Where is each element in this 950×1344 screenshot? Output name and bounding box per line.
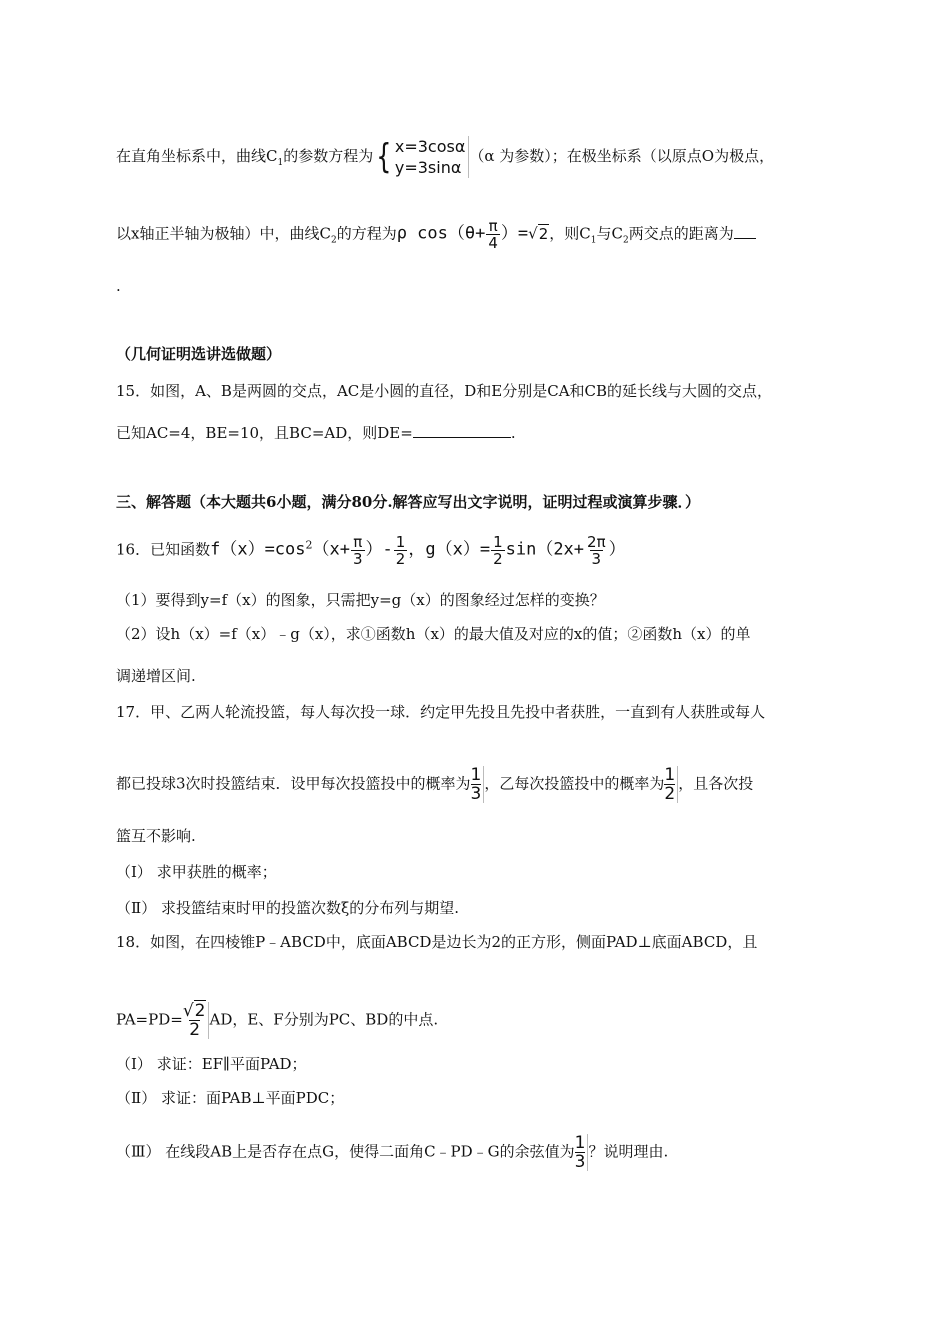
q15-line2 [116,423,516,443]
q18-text: AD，E、F分别为PC、BD的中点. [209,1010,439,1029]
q16-line1 [116,534,626,567]
q14-text: 的参数方程为 [283,147,374,165]
section-three-heading: 三、解答题（本大题共6小题，满分80分.解答应写出文字说明，证明过程或演算步骤．） [116,493,701,511]
subscript: 2 [330,235,337,246]
system-row: x=3cosα [394,137,466,156]
f-expression: f（x）=cos [210,539,306,560]
f-expression: （x+ [312,539,350,560]
denominator: 4 [488,234,498,252]
q18-line2 [116,1002,438,1039]
g-expression: ，g（x）= [408,539,491,560]
numerator: π [353,533,363,551]
q18-part3 [116,1134,668,1171]
q17-line1: 17．甲、乙两人轮流投篮，每人每次投一球．约定甲先投且先投中者获胜，一直到有人获胜或每人 [116,703,766,721]
q14-line3: . [116,277,121,295]
subscript: 1 [277,158,284,168]
q16-part2-line1: （2）设h（x）=f（x）﹣g（x），求①函数h（x）的最大值及对应的x的值；②函数h（x）的单 [116,625,751,643]
denominator: 3 [591,550,602,568]
fraction [183,1002,210,1039]
superscript: 2 [305,538,313,552]
q14-line1 [116,136,774,178]
fraction [585,534,608,567]
denominator: 3 [574,1152,586,1172]
q18-text: ？说明理由. [588,1142,669,1161]
q17-text: 都已投球3次时投篮结束．设甲每次投篮投中的概率为 [116,774,471,793]
section-geometry-heading: （几何证明选讲选做题） [116,345,282,363]
numerator: 1 [493,533,503,551]
fraction [491,534,505,567]
q15-text: 已知AC=4，BE=10，且BC=AD，则DE= [116,424,413,442]
sqrt: √2 [182,1001,206,1021]
sqrt: √2 [528,224,549,243]
system-row: y=3sinα [394,158,462,177]
numerator: 1 [574,1133,586,1153]
parametric-system [373,136,469,178]
numerator: 1 [664,765,676,785]
numerator: π [488,217,498,235]
q18-text: PA=PD= [116,1010,183,1029]
q16-text: 16．已知函数 [116,540,211,559]
answer-blank[interactable] [413,423,511,438]
q16-part1: （1）要得到y=f（x）的图象，只需把y=g（x）的图象经过怎样的变换？ [116,591,605,609]
q14-text: 与C [596,224,623,243]
q17-line3: 篮互不影响. [116,827,196,845]
fraction [486,218,500,251]
q17-text: ，乙每次投篮投中的概率为 [484,774,665,793]
denominator: 2 [664,784,676,804]
q14-text: 在直角坐标系中，曲线C [116,147,278,165]
answer-blank[interactable] [734,224,756,239]
subscript: 1 [590,235,597,246]
q17-text: ，且各次投 [678,774,754,793]
q14-text: 两交点的距离为 [628,224,734,243]
denominator: 2 [395,550,406,568]
q18-text: （Ⅲ） 在线段AB上是否存在点G，使得二面角C﹣PD﹣G的余弦值为 [116,1142,575,1161]
fraction [351,534,365,567]
g-expression: sin（2x+ [505,539,585,560]
q17-part2: （Ⅱ） 求投篮结束时甲的投篮次数ξ的分布列与期望. [116,899,459,917]
q14-text: （α 为参数）；在极坐标系（以原点O为极点， [469,147,775,165]
q14-text: 的方程为 [336,224,397,243]
q14-text: ，则C [549,224,591,243]
denominator: 3 [470,784,482,804]
numerator: 2π [587,533,606,551]
denominator: 3 [353,550,363,568]
numerator: 1 [470,765,482,785]
q18-part2: （Ⅱ） 求证：面PAB⊥平面PDC； [116,1089,345,1107]
q18-line1: 18．如图，在四棱锥P﹣ABCD中，底面ABCD是边长为2的正方形，侧面PAD⊥底面ABCD，且 [116,933,758,951]
fraction [394,534,408,567]
q17-part1: （Ⅰ） 求甲获胜的概率； [116,863,277,881]
numerator: 1 [395,533,406,551]
f-expression: ）- [365,539,393,560]
q17-line2 [116,766,753,803]
q15-line1: 15．如图，A、B是两圆的交点，AC是小圆的直径，D和E分别是CA和CB的延长线与大圆的交点， [116,382,773,400]
radicand: 2 [538,224,549,243]
polar-equation: ）= [500,223,529,244]
fraction [471,766,485,803]
q15-text: . [510,424,516,442]
q18-part1: （Ⅰ） 求证：EF∥平面PAD； [116,1055,307,1073]
subscript: 2 [622,235,629,246]
denominator: 2 [189,1020,201,1040]
q14-text: 以x轴正半轴为极轴）中，曲线C [116,224,331,243]
g-expression: ） [608,539,626,560]
radicand: 2 [194,1001,206,1021]
q14-line2 [116,218,756,251]
denominator: 2 [493,550,503,568]
fraction [575,1134,589,1171]
fraction [664,766,678,803]
q16-part2-line2: 调递增区间. [116,667,196,685]
polar-equation: ρ cos（θ+ [396,223,486,244]
left-brace-icon: { [376,137,392,177]
